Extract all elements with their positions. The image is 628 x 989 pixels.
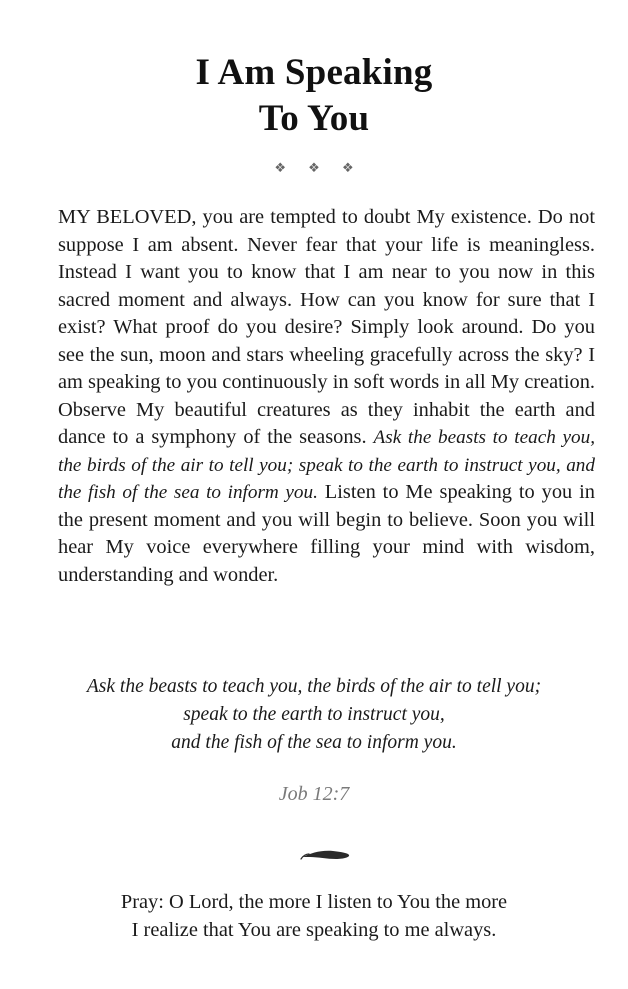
scripture-quote [0, 673, 628, 757]
quote-line-1: Ask the beasts to teach you, the birds of the air to tell you; [86, 676, 542, 697]
title-line-2: To You [258, 98, 370, 139]
scripture-citation: Job 12:7 [278, 783, 350, 805]
body-text-part-2: Listen to Me speaking to you in the present moment and you will begin to believe. Soon you will hear My voice everywhere filling your mind with wisdom, understanding and wonder. [58, 481, 595, 586]
diamond-fleuron-icon: ❖ [274, 161, 287, 176]
devotional-body [58, 204, 595, 589]
body-scripture-inline: Ask the beasts to teach you, the birds of the air to tell you; speak to the earth to instruct you, and the fish of the sea to inform you. [58, 427, 595, 503]
ornament-divider [0, 161, 628, 176]
prayer-line-1: Pray: O Lord, the more I listen to You the more [120, 891, 508, 913]
diamond-fleuron-icon: ❖ [341, 161, 354, 176]
body-lead: MY BELOVED, [58, 206, 197, 228]
swash-flourish-icon [297, 844, 353, 864]
quote-line-2: speak to the earth to instruct you, [183, 704, 445, 725]
quote-line-3: and the fish of the sea to inform you. [171, 732, 457, 753]
body-text-part-1: you are tempted to doubt My existence. Do not suppose I am absent. Never fear that your life is meaningless. Instead I want you to know that I am near to you now in this sacred moment and always. How can you know for sure that I exist? What proof do you desire? Simply look around. Do you see the sun, moon and stars wheeling gracefully across the sky? I am speaking to you continuously in soft words in all My creation. Observe My beautiful creatures as they inhabit the earth and dance to a symphony of the seasons. [58, 206, 595, 448]
title-line-1: I Am Speaking [195, 52, 433, 93]
page-title [0, 50, 628, 142]
closing-prayer [0, 888, 628, 944]
diamond-fleuron-icon: ❖ [308, 161, 320, 176]
prayer-line-2: I realize that You are speaking to me always. [131, 919, 497, 941]
